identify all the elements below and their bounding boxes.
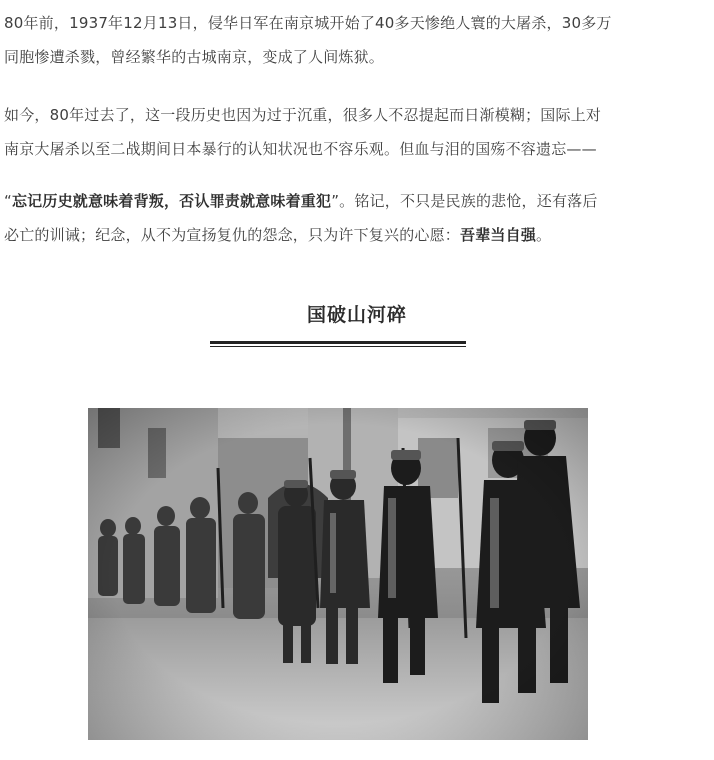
quote-paragraph bbox=[4, 184, 710, 252]
historical-photo bbox=[88, 408, 588, 740]
bold-motto: 吾辈当自强 bbox=[460, 226, 537, 244]
title-underline-thick bbox=[210, 341, 466, 344]
paragraph-text: 必亡的训诫；纪念，从不为宣扬复仇的怨念，只为许下复兴的心愿： bbox=[4, 226, 461, 244]
paragraph-line bbox=[4, 218, 710, 252]
paragraph-line: 80年前，1937年12月13日，侵华日军在南京城开始了40多天惨绝人寰的大屠杀，30多万 bbox=[4, 14, 612, 32]
paragraph-line bbox=[4, 184, 710, 218]
section-title: 国破山河碎 bbox=[306, 304, 407, 326]
quote-continuation: ”。铭记，不只是民族的悲怆，还有落后 bbox=[331, 192, 598, 210]
paragraph-end: 。 bbox=[536, 226, 552, 244]
context-paragraph bbox=[4, 98, 710, 166]
paragraph-line: 如今，80年过去了，这一段历史也因为过于沉重，很多人不忍提起而日渐模糊；国际上对 bbox=[4, 106, 602, 124]
paragraph-line: 同胞惨遭杀戮，曾经繁华的古城南京，变成了人间炼狱。 bbox=[4, 48, 385, 66]
title-underline-thin bbox=[210, 346, 466, 347]
soldiers-marching-image bbox=[88, 408, 588, 740]
bold-quote: 忘记历史就意味着背叛，否认罪责就意味着重犯 bbox=[11, 192, 332, 210]
paragraph-line: 南京大屠杀以至二战期间日本暴行的认知状况也不容乐观。但血与泪的国殇不容遗忘—— bbox=[4, 140, 597, 158]
intro-paragraph bbox=[4, 6, 710, 74]
open-quote: “ bbox=[4, 192, 12, 210]
